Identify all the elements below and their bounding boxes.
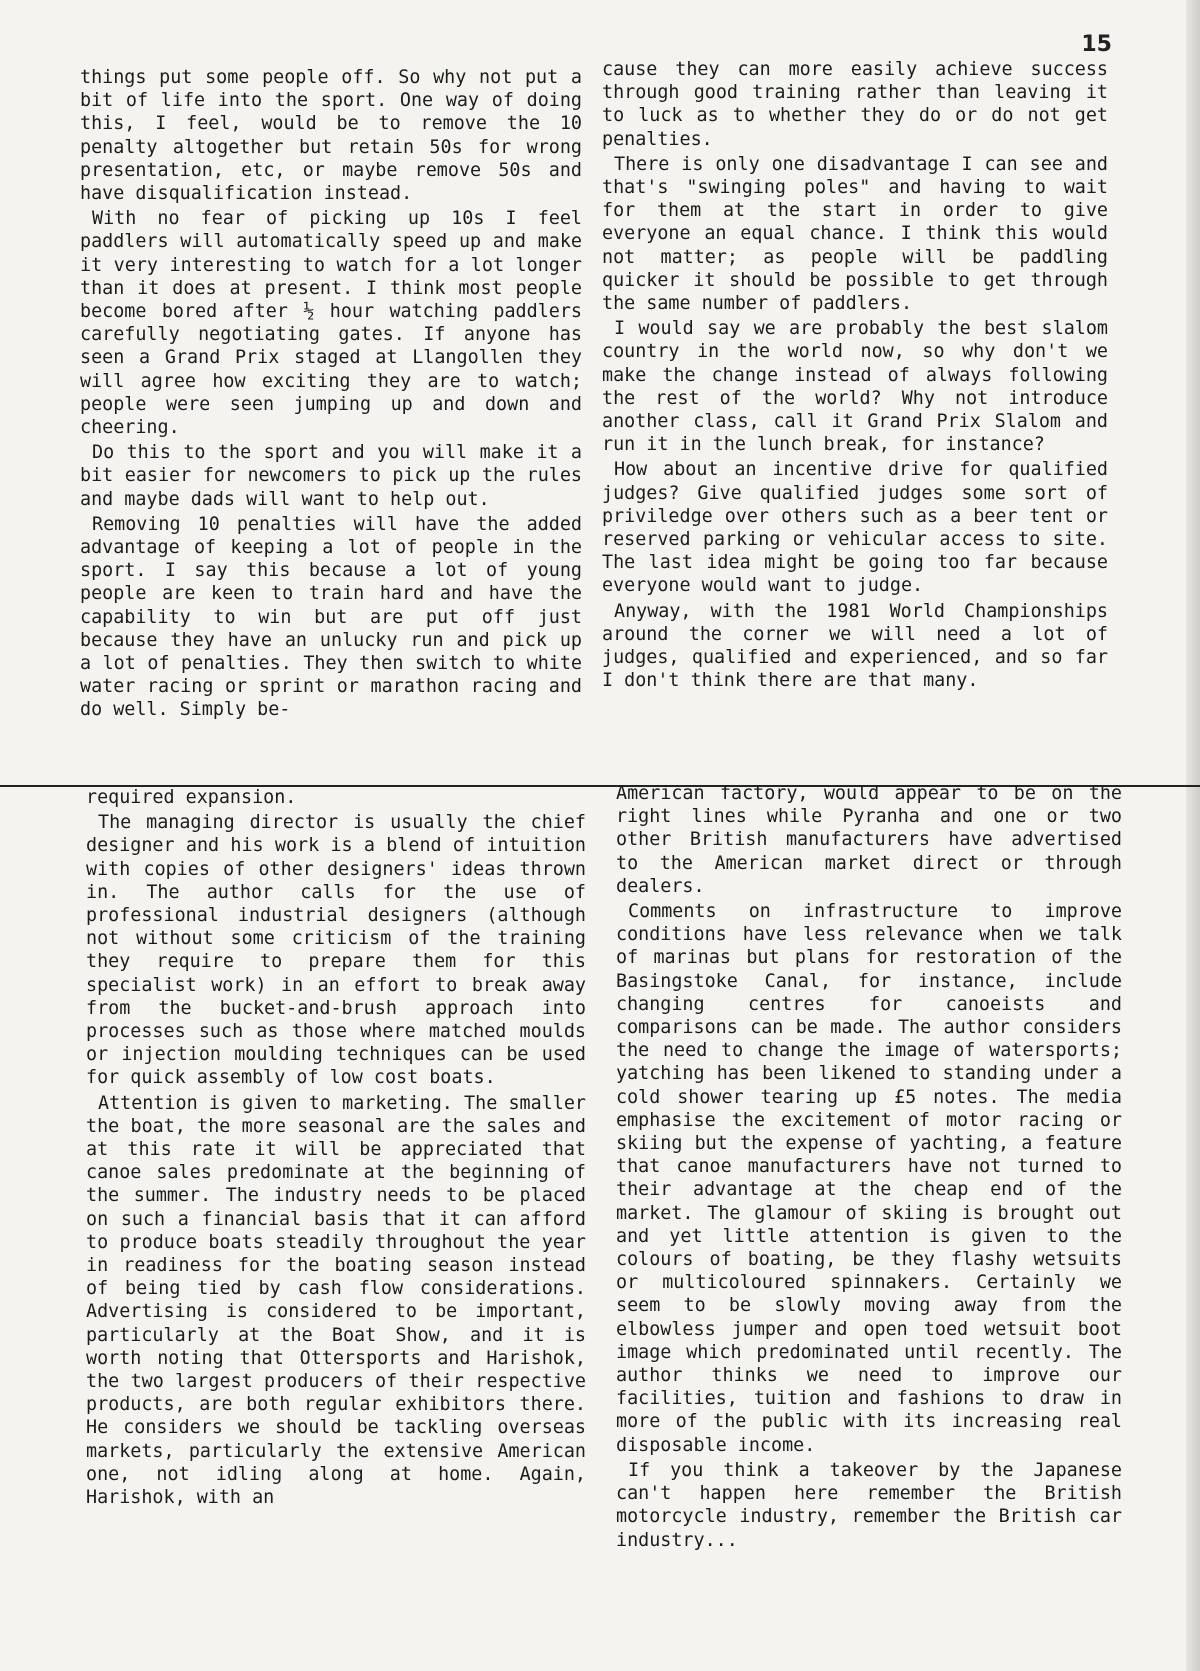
paragraph: American factory, would appear to be on the right lines while Pyranha and one or two other British manufacturers have advertised to the American market direct or through dealers. bbox=[616, 783, 1122, 897]
page-number: 15 bbox=[1081, 32, 1112, 57]
paragraph: things put some people off. So why not put a bit of life into the sport. One way of doing this, I feel, would be to remove the 10 penalty altogether but retain 50s for wrong presentation, etc, or maybe remove 50s and have disqualification instead. bbox=[80, 67, 582, 205]
paragraph: Attention is given to marketing. The smaller the boat, the more seasonal are the sales and at this rate it will be appreciated that canoe sales predominate at the beginning of the summer. The industry needs to be placed on such a financial basis that it can afford to produce boats steadily throughout the year in readiness for the boating season instead of being tied by cash flow considerations. Advertising is considered to be important, particularly at the Boat Show, and it is worth noting that Ottersports and Harishok, the two largest producers of their respective products, are both regular exhibitors there. He considers we should be tackling overseas markets, particularly the extensive American one, not idling along at home. Again, Harishok, with an bbox=[86, 1092, 586, 1509]
paragraph: If you think a takeover by the Japanese can't happen here remember the British motorcycle industry, remember the British car industry... bbox=[616, 1459, 1122, 1551]
paragraph: With no fear of picking up 10s I feel paddlers will automatically speed up and make it very interesting to watch for a lot longer than it does at present. I think most people become bored after ½ hour watching paddlers carefully negotiating gates. If anyone has seen a Grand Prix staged at Llangollen they will agree how exciting they are to watch; people were seen jumping up and down and cheering. bbox=[80, 208, 582, 439]
paragraph: cause they can more easily achieve success through good training rather than leaving it to luck as to whether they do or do not get penalties. bbox=[602, 59, 1108, 150]
paragraph: required expansion. bbox=[86, 787, 297, 808]
page-edge bbox=[1186, 0, 1200, 1671]
article-column-bottom-left bbox=[86, 786, 586, 1511]
article-column-bottom-right bbox=[616, 782, 1122, 1554]
paragraph: Comments on infrastructure to improve conditions have less relevance when we talk of marinas but plans for restoration of the Basingstoke Canal, for instance, include changing centres for canoeists and comparisons can be made. The author considers the need to change the image of watersports; yatching has been likened to standing under a cold shower tearing up £5 notes. The media emphasise the excitement of motor racing or skiing but the expense of yachting, a feature that canoe manufacturers have not turned to their advantage at the cheap end of the market. The glamour of skiing is brought out and yet little attention is given to the colours of boating, be they flashy wetsuits or multicoloured spinnakers. Certainly we seem to be slowly moving away from the elbowless jumper and open toed wetsuit boot image which predominated until recently. The author thinks we need to improve our facilities, tuition and fashions to draw in more of the public with its increasing real disposable income. bbox=[616, 901, 1122, 1456]
article-column-top-left bbox=[80, 66, 582, 724]
paragraph: I would say we are probably the best slalom country in the world now, so why don't we make the change instead of always following the rest of the world? Why not introduce another class, call it Grand Prix Slalom and run it in the lunch break, for instance? bbox=[602, 318, 1108, 456]
paragraph: There is only one disadvantage I can see and that's "swinging poles" and having to wait for them at the start in order to give everyone an equal chance. I think this would not matter; as people will be paddling quicker it should be possible to get through the same number of paddlers. bbox=[602, 153, 1108, 315]
paragraph: How about an incentive drive for qualified judges? Give qualified judges some sort of priviledge over others such as a beer tent or reserved parking or vehicular access to site. The last idea might be going too far because everyone would want to judge. bbox=[602, 459, 1108, 597]
paragraph: Removing 10 penalties will have the added advantage of keeping a lot of people in the sport. I say this because a lot of young people are keen to train hard and have the capability to win but are put off just because they have an unlucky run and pick up a lot of penalties. They then switch to white water racing or sprint or marathon racing and do well. Simply be- bbox=[80, 513, 582, 721]
paragraph: Anyway, with the 1981 World Championships around the corner we will need a lot of judges, qualified and experienced, and so far I don't think there are that many. bbox=[602, 600, 1108, 692]
paragraph: The managing director is usually the chief designer and his work is a blend of intuition with copies of other designers' ideas thrown in. The author calls for the use of professional industrial designers (although not without some criticism of the training they require to prepare them for this specialist work) in an effort to break away from the bucket-and-brush approach into processes such as those where matched moulds or injection moulding techniques can be used for quick assembly of low cost boats. bbox=[86, 812, 586, 1089]
article-column-top-right bbox=[602, 58, 1108, 694]
paragraph: Do this to the sport and you will make it a bit easier for newcomers to pick up the rules and maybe dads will want to help out. bbox=[80, 442, 582, 510]
